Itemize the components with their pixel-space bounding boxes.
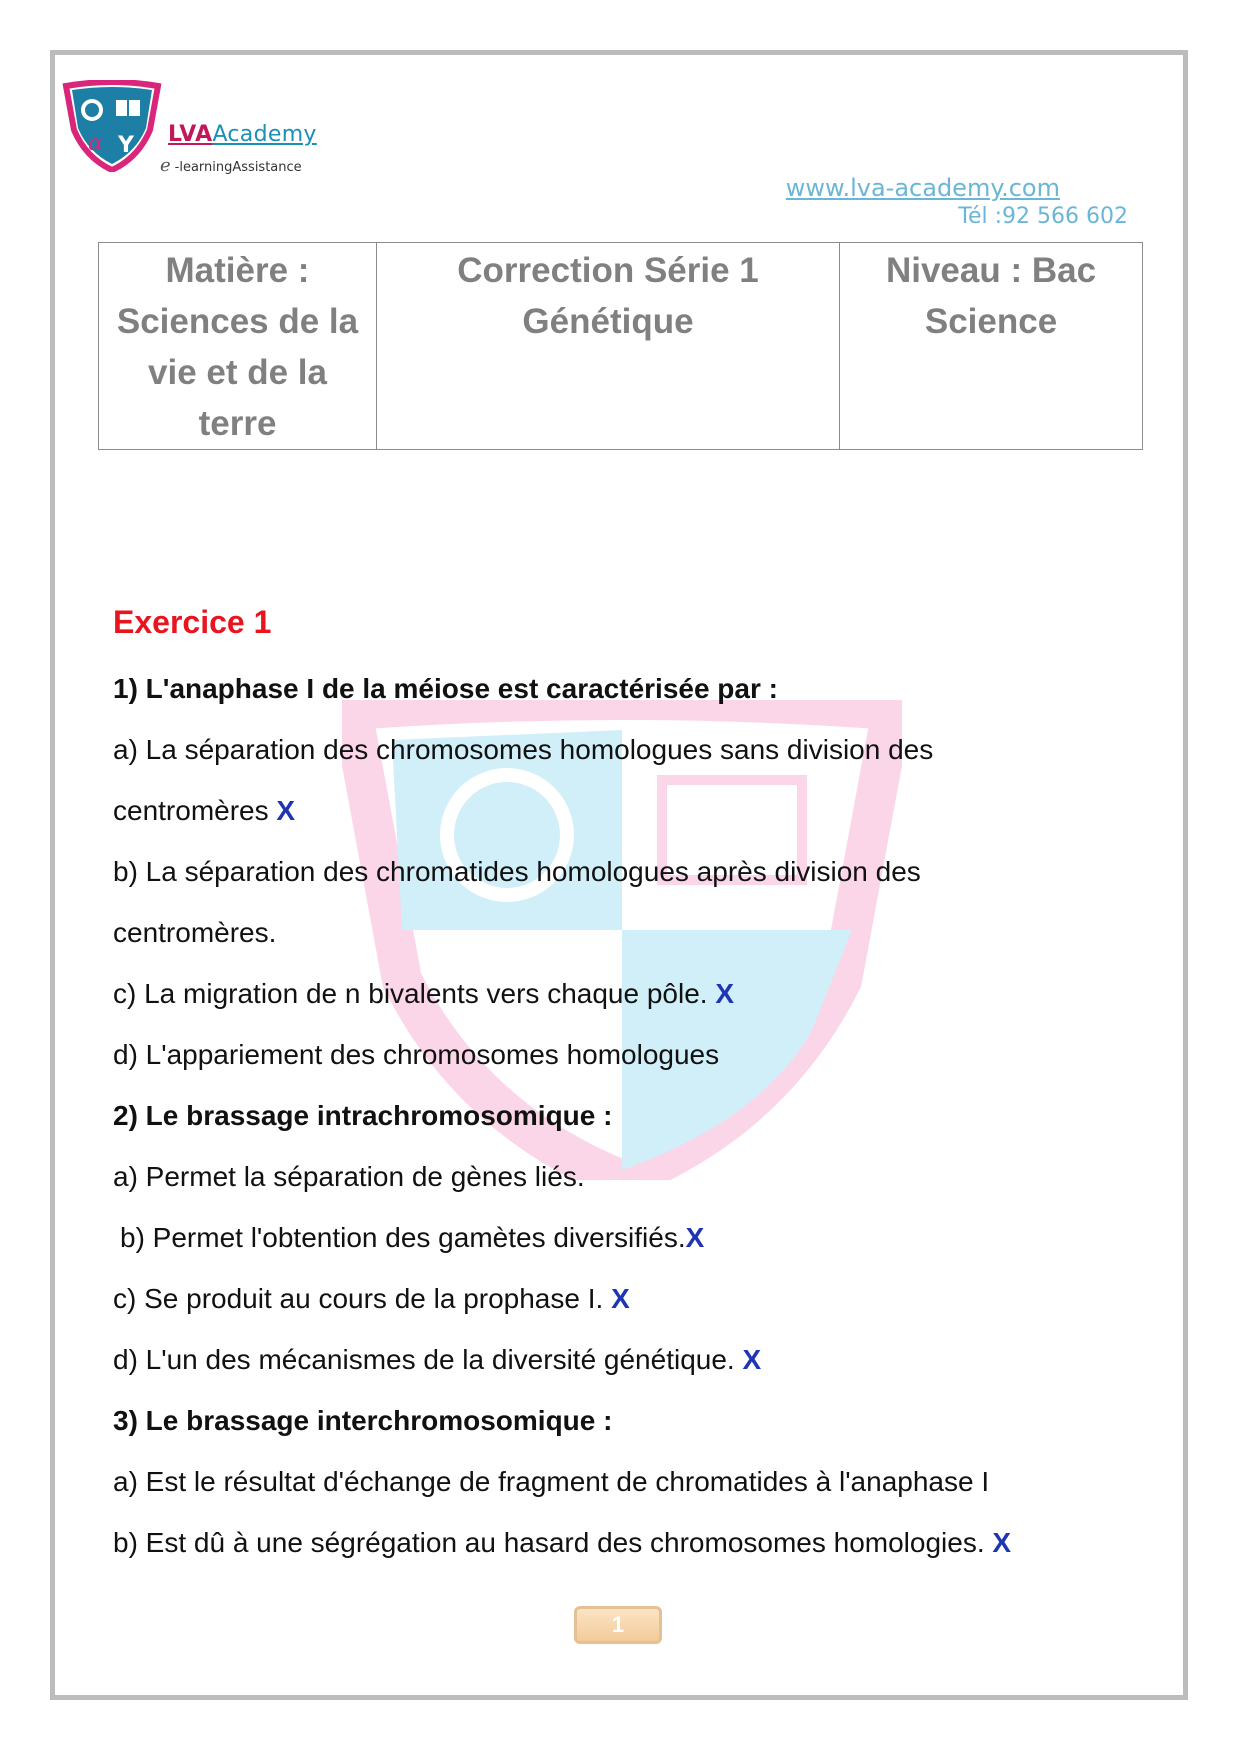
brand-academy: Academy bbox=[212, 122, 317, 147]
q2-option-b bbox=[113, 1207, 1123, 1268]
title-cell: Correction Série 1 Génétique bbox=[377, 243, 840, 450]
website-link[interactable]: www.lva-academy.com bbox=[785, 174, 1060, 202]
question-2: 2) Le brassage intrachromosomique : bbox=[113, 1100, 613, 1131]
svg-text:Y: Y bbox=[118, 133, 134, 158]
page-number: 1 bbox=[574, 1606, 662, 1644]
answer-mark: X bbox=[992, 1527, 1012, 1558]
q1-option-a-line1: a) La séparation des chromosomes homologues sans division des bbox=[113, 734, 934, 765]
level-cell: Niveau : Bac Science bbox=[840, 243, 1143, 450]
q1-option-c-text: c) La migration de n bivalents vers chaque pôle. bbox=[113, 978, 716, 1009]
answer-mark: X bbox=[276, 795, 296, 826]
answer-mark: X bbox=[611, 1283, 630, 1314]
lva-academy-logo bbox=[58, 80, 166, 172]
brand-tagline bbox=[160, 155, 302, 176]
answer-mark: X bbox=[685, 1222, 705, 1253]
question-3: 3) Le brassage interchromosomique : bbox=[113, 1405, 613, 1436]
q2-option-c-text: c) Se produit au cours de la prophase I. bbox=[113, 1283, 612, 1314]
q1-option-d: d) L'appariement des chromosomes homologues bbox=[113, 1039, 720, 1070]
q2-option-c bbox=[113, 1268, 1123, 1329]
q1-option-b-line1: b) La séparation des chromatides homologues après division des bbox=[113, 856, 921, 887]
subject-cell: Matière : Sciences de la vie et de la terre bbox=[99, 243, 377, 450]
svg-text:α: α bbox=[88, 131, 103, 156]
q1-option-c bbox=[113, 963, 1123, 1024]
brand-name bbox=[168, 122, 317, 147]
q3-option-b-text: b) Est dû à une ségrégation au hasard des chromosomes homologies. bbox=[113, 1527, 993, 1558]
q2-option-a: a) Permet la séparation de gènes liés. bbox=[113, 1161, 585, 1192]
exercise-content bbox=[113, 600, 1123, 1573]
exercise-title: Exercice 1 bbox=[113, 604, 272, 640]
q2-option-d-text: d) L'un des mécanismes de la diversité génétique. bbox=[113, 1344, 743, 1375]
phone-number: Tél :92 566 602 bbox=[958, 204, 1128, 229]
q1-option-b-line2: centromères. bbox=[113, 917, 277, 948]
q3-option-b bbox=[113, 1512, 1123, 1573]
brand-lva: LVA bbox=[168, 122, 213, 147]
answer-mark: X bbox=[715, 978, 735, 1009]
q3-option-a: a) Est le résultat d'échange de fragment de chromatides à l'anaphase I bbox=[113, 1466, 990, 1497]
header-table bbox=[98, 242, 1143, 450]
q2-option-d bbox=[113, 1329, 1123, 1390]
q1-option-a-text: centromères bbox=[113, 795, 277, 826]
q1-option-a-line2 bbox=[113, 780, 1123, 841]
q2-option-b-text: b) Permet l'obtention des gamètes diversifiés. bbox=[120, 1222, 686, 1253]
tagline-e: e bbox=[160, 155, 171, 176]
answer-mark: X bbox=[742, 1344, 762, 1375]
tagline-text: -learningAssistance bbox=[174, 160, 302, 175]
question-1: 1) L'anaphase I de la méiose est caractérisée par : bbox=[113, 673, 778, 704]
